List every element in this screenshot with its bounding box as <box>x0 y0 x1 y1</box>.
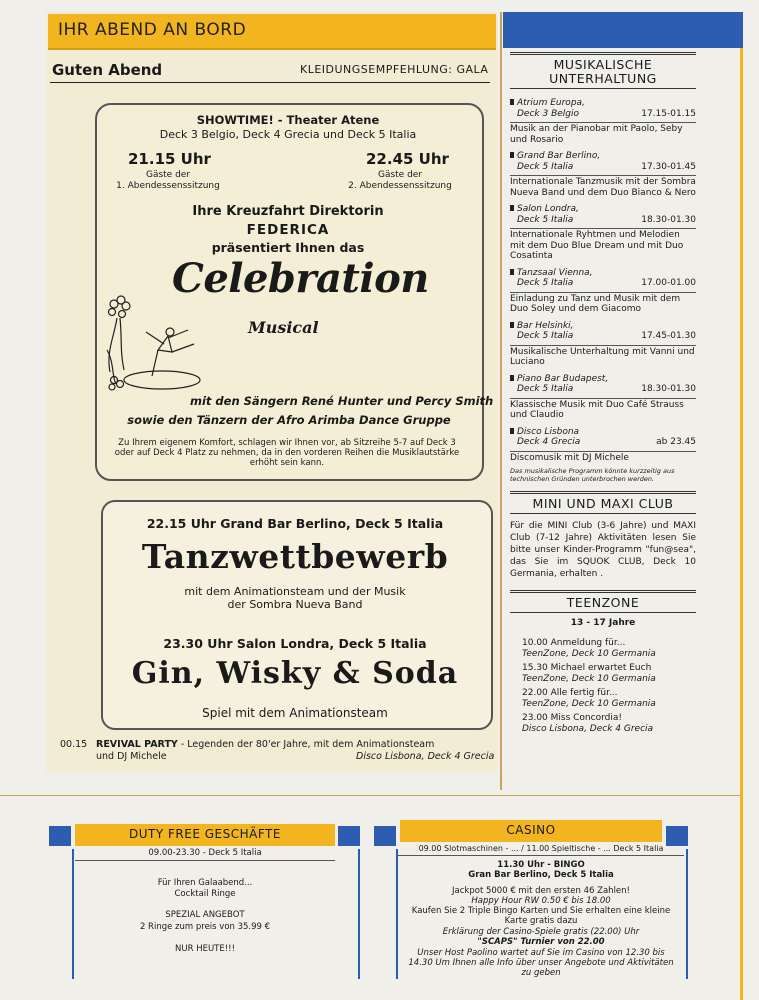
bottom-divider <box>0 795 740 796</box>
casino-right-line <box>686 849 688 979</box>
duty-free-line-5: NUR HEUTE!!! <box>175 944 235 954</box>
director-name: FEDERICA <box>246 222 330 238</box>
duty-free-corner-right <box>338 826 360 846</box>
event-venue: Bar Helsinki, <box>510 321 696 332</box>
event-deck-time: Deck 4 Grecia ab 23.45 <box>517 437 696 447</box>
dress-code: KLEIDUNGSEMPFEHLUNG: GALA <box>300 63 489 76</box>
revival-title-line <box>96 739 434 750</box>
event-deck-time: Deck 5 Italia 17.45-01.30 <box>517 331 696 341</box>
event-deck-time: Deck 3 Belgio 17.15-01.15 <box>517 108 696 119</box>
music-event <box>510 151 696 198</box>
casino-host: Unser Host Paolino wartet auf Sie im Casino von 12.30 bis 14.30 Um Ihnen alle Info über unser Angebote und Aktivitäten zu geben <box>408 948 674 978</box>
duty-free-line-1: Für Ihren Galaabend... <box>157 878 253 888</box>
bullet-icon <box>510 99 514 105</box>
show-time-2: 22.45 Uhr <box>366 150 449 168</box>
music-event <box>510 98 696 145</box>
gin-title: Gin, Wisky & Soda <box>131 656 459 691</box>
event-desc: Discomusik mit DJ Michele <box>510 451 696 464</box>
revival-desc: - Legenden der 80'er Jahre, mit dem Animationsteam <box>180 739 435 750</box>
casino-hours: 09.00 Slotmaschinen - ... / 11.00 Spieltische - ... Deck 5 Italia <box>398 844 684 856</box>
event-desc: Klassische Musik mit Duo Café Strauss und Claudio <box>510 398 696 421</box>
music-event <box>510 427 696 464</box>
right-edge-stripe <box>740 12 743 1000</box>
bingo-venue: Gran Bar Berlino, Deck 5 Italia <box>468 870 614 880</box>
music-title-line-2: UNTERHALTUNG <box>549 71 657 86</box>
duty-free-hours: 09.00-23.30 - Deck 5 Italia <box>75 848 335 861</box>
show-time-1-note: Gäste der <box>145 170 191 180</box>
dance-title: Tanzwettbewerb <box>141 537 449 576</box>
duty-free-line-4: 2 Ringe zum preis von 35.99 € <box>139 922 271 932</box>
event-desc: Musikalische Unterhaltung mit Vanni und Luciano <box>510 346 695 367</box>
music-disclaimer: Das musikalische Programm könnte kurzzeitig aus technischen Gründen unterbrochen werden. <box>510 467 675 483</box>
right-column <box>510 52 696 734</box>
event-venue: Salon Londra, <box>510 204 696 215</box>
music-section-title <box>510 52 696 89</box>
music-event <box>510 321 696 368</box>
duty-free-right-line <box>358 849 360 979</box>
seating-note: Zu Ihrem eigenem Komfort, schlagen wir Ihnen vor, ab Sitzreihe 5-7 auf Deck 3 oder auf Deck 4 Platz zu nehmen, da in den vorderen Reihen die Musiklautstärke erhöht sein kann. <box>114 438 460 468</box>
dance-box <box>101 500 493 730</box>
music-event <box>510 268 696 315</box>
bullet-icon <box>510 269 514 275</box>
event-desc: Internationale Tanzmusik mit der Sombra Nueva Band und dem Duo Bianco & Nero <box>510 177 696 198</box>
music-event <box>510 374 696 421</box>
duty-free-title: DUTY FREE GESCHÄFTE <box>129 827 281 841</box>
event-desc: Musik an der Pianobar mit Paolo, Seby und Rosario <box>510 122 696 145</box>
teen-list <box>510 638 696 734</box>
revival-time: 00.15 <box>60 739 88 750</box>
bullet-icon <box>510 205 514 211</box>
casino-title: CASINO <box>506 823 556 837</box>
dance-time-venue: 22.15 Uhr Grand Bar Berlino, Deck 5 Italia <box>146 516 444 531</box>
event-venue: Tanzsaal Vienna, <box>510 268 696 279</box>
event-venue: Grand Bar Berlino, <box>510 151 696 162</box>
bullet-icon <box>510 152 514 158</box>
casino-corner-left <box>374 826 396 846</box>
teen-section-title: TEENZONE <box>510 590 696 613</box>
event-desc: Internationale Ryhtmen und Melodien mit dem Duo Blue Dream und mit Duo Cosatinta <box>510 228 696 262</box>
dance-desc-1: mit dem Animationsteam und der Musik <box>184 585 406 598</box>
gin-time-venue: 23.30 Uhr Salon Londra, Deck 5 Italia <box>163 636 427 651</box>
event-venue: Piano Bar Budapest, <box>510 374 696 385</box>
event-deck-time: Deck 5 Italia 17.30-01.45 <box>517 161 696 172</box>
show-subtitle: Musical <box>248 318 319 337</box>
teen-item: 23.00 Miss Concordia! Disco Lisbona, Deck 4 Grecia <box>522 713 654 734</box>
right-header-bar <box>503 12 743 48</box>
greeting: Guten Abend <box>52 61 163 79</box>
show-time-2-note: Gäste der <box>377 170 423 180</box>
dance-desc-2: der Sombra Nueva Band <box>227 598 363 611</box>
revival-dj: und DJ Michele <box>96 751 167 762</box>
club-text: Für die MINI Club (3-6 Jahre) und MAXI Club (7-12 Jahre) Aktivitäten lesen Sie bitte unser Kinder-Programm "fun@sea", das Sie im SQUOK CLUB, Deck 10 Germania, erhalten . <box>510 521 696 579</box>
bullet-icon <box>510 428 514 434</box>
director-line: Ihre Kreuzfahrt Direktorin <box>192 204 384 219</box>
presents-line: präsentiert Ihnen das <box>211 240 365 255</box>
bingo-time: 11.30 Uhr - BINGO <box>497 860 585 870</box>
dancer-illustration <box>102 292 202 404</box>
music-title-line-1: MUSIKALISCHE <box>553 57 653 72</box>
duty-free-left-line <box>72 849 74 979</box>
show-time-2-sitting: 2. Abendessenssitzung <box>348 181 452 191</box>
bullet-icon <box>510 322 514 328</box>
event-desc: Einladung zu Tanz und Musik mit dem Duo Soley und dem Giacomo <box>510 292 696 315</box>
duty-free-line-3: SPEZIAL ANGEBOT <box>165 910 245 920</box>
show-title: SHOWTIME! - Theater Atene <box>196 113 380 127</box>
casino-bingo-offer: Kaufen Sie 2 Triple Bingo Karten und Sie erhalten eine kleine Karte gratis dazu <box>411 906 671 926</box>
music-event <box>510 204 696 262</box>
event-deck-time: Deck 5 Italia 17.00-01.00 <box>517 278 696 288</box>
teen-age: 13 - 17 Jahre <box>570 618 636 628</box>
event-venue: Disco Lisbona <box>510 427 696 438</box>
casino-explanation: Erklärung der Casino-Spiele gratis (22.00) Uhr <box>442 927 640 937</box>
duty-free-line-2: Cocktail Ringe <box>174 889 236 899</box>
teen-item: 15.30 Michael erwartet Euch TeenZone, Deck 10 Germania <box>522 663 656 684</box>
event-venue: Atrium Europa, <box>510 98 696 109</box>
duty-free-corner-left <box>49 826 71 846</box>
casino-jackpot: Jackpot 5000 € mit den ersten 46 Zahlen! <box>452 886 630 896</box>
revival-title: REVIVAL PARTY <box>96 739 178 750</box>
event-deck-time: Deck 5 Italia 18.30-01.30 <box>517 214 696 225</box>
show-time-1: 21.15 Uhr <box>128 150 211 168</box>
show-decks: Deck 3 Belgio, Deck 4 Grecia und Deck 5 Italia <box>159 128 417 141</box>
show-name: Celebration <box>172 255 429 302</box>
teen-item: 10.00 Anmeldung für... TeenZone, Deck 10 Germania <box>522 638 656 659</box>
event-deck-time: Deck 5 Italia 18.30-01.30 <box>517 384 696 394</box>
header-divider <box>50 82 490 83</box>
gin-desc: Spiel mit dem Animationsteam <box>202 706 388 720</box>
show-time-1-sitting: 1. Abendessenssitzung <box>116 181 220 191</box>
revival-venue: Disco Lisbona, Deck 4 Grecia <box>356 751 495 762</box>
page-title: IHR ABEND AN BORD <box>58 20 247 40</box>
casino-happy-hour: Happy Hour RW 0.50 € bis 18.00 <box>471 896 611 906</box>
singers-line: mit den Sängern René Hunter und Percy Smith <box>190 394 494 408</box>
column-divider <box>500 12 502 790</box>
casino-tournament: "SCAPS" Turnier von 22.00 <box>477 937 605 947</box>
club-section-title: MINI UND MAXI CLUB <box>510 491 696 514</box>
teen-item: 22.00 Alle fertig für... TeenZone, Deck 10 Germania <box>522 688 656 709</box>
dancers-line: sowie den Tänzern der Afro Arimba Dance Gruppe <box>127 413 451 427</box>
casino-corner-right <box>666 826 688 846</box>
bullet-icon <box>510 375 514 381</box>
